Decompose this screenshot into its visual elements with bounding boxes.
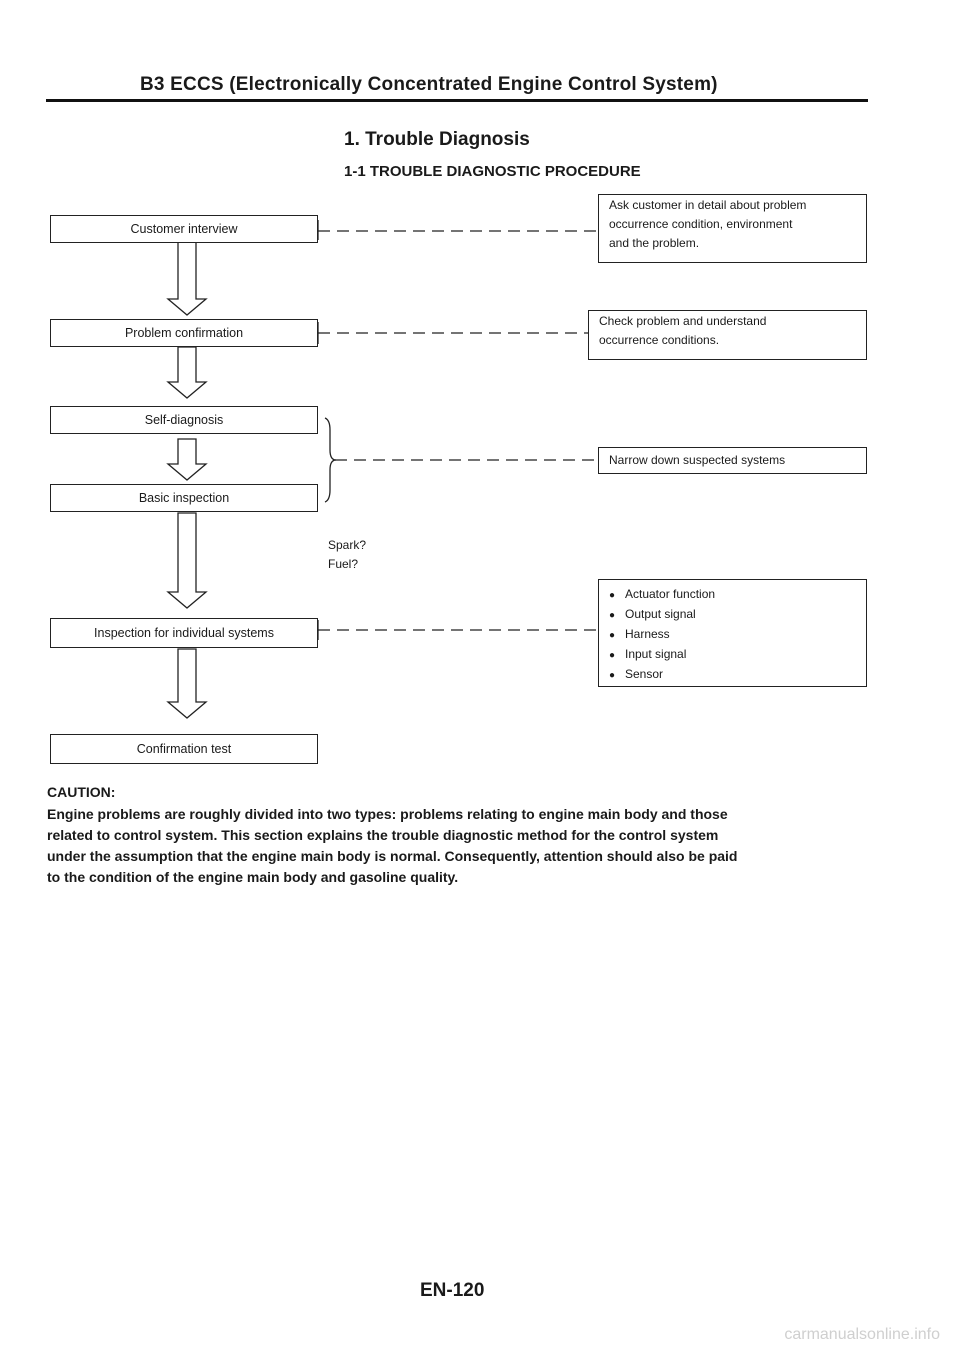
list-item xyxy=(609,665,866,685)
list-item-label: Input signal xyxy=(625,647,687,661)
note-problem-confirmation xyxy=(588,310,867,360)
flow-arrow-1 xyxy=(168,242,206,315)
flow-arrow-5 xyxy=(168,649,206,718)
step-confirmation-test xyxy=(50,734,318,764)
side-label-spark: Spark? xyxy=(328,538,367,552)
step-label: Self-diagnosis xyxy=(144,413,224,427)
step-basic-inspection xyxy=(50,484,318,512)
step-customer-interview xyxy=(50,215,318,243)
list-item xyxy=(609,625,866,645)
page-title: 1. Trouble Diagnosis xyxy=(344,129,530,150)
step-problem-confirmation xyxy=(50,319,318,347)
bullet-icon: ● xyxy=(609,670,616,681)
caution-body xyxy=(47,804,877,888)
step-inspection-individual xyxy=(50,618,318,648)
note-line: Narrow down suspected systems xyxy=(609,453,786,467)
bullet-icon: ● xyxy=(609,650,616,661)
section-header: B3 ECCS (Electronically Concentrated Engine Control System) xyxy=(140,74,718,95)
list-item-label: Actuator function xyxy=(625,587,716,601)
caution-line: to the condition of the engine main body and gasoline quality. xyxy=(47,869,459,885)
note-customer-interview xyxy=(598,194,867,263)
caution-line: related to control system. This section explains the trouble diagnostic method for the control system xyxy=(47,827,719,843)
side-label-fuel: Fuel? xyxy=(328,557,359,571)
list-item xyxy=(609,585,866,605)
bullet-icon: ● xyxy=(609,590,616,601)
note-line: occurrence conditions. xyxy=(599,333,720,347)
note-line: Ask customer in detail about problem xyxy=(609,198,807,212)
list-item-label: Harness xyxy=(625,627,670,641)
step-self-diagnosis xyxy=(50,406,318,434)
list-item xyxy=(609,645,866,665)
step-label: Basic inspection xyxy=(138,491,230,505)
flow-arrow-2 xyxy=(168,347,206,398)
caution-heading: CAUTION: xyxy=(47,784,116,800)
flow-arrow-4 xyxy=(168,513,206,608)
watermark: carmanualsonline.info xyxy=(784,1326,940,1343)
note-line: and the problem. xyxy=(609,236,700,250)
bullet-icon: ● xyxy=(609,610,616,621)
step-label: Inspection for individual systems xyxy=(94,626,274,640)
bullet-icon: ● xyxy=(609,630,616,641)
note-line: Check problem and understand xyxy=(599,314,767,328)
list-item-label: Output signal xyxy=(625,607,696,621)
note-narrow-down xyxy=(598,447,867,474)
note-line: occurrence condition, environment xyxy=(609,217,793,231)
page-number: EN-120 xyxy=(420,1280,485,1301)
step-label: Customer interview xyxy=(130,222,238,236)
flow-arrow-3 xyxy=(168,439,206,480)
caution-line: Engine problems are roughly divided into two types: problems relating to engine main body and those xyxy=(47,806,728,822)
caution-line: under the assumption that the engine main body is normal. Consequently, attention should also be paid xyxy=(47,848,738,864)
group-brace xyxy=(325,418,336,502)
list-item xyxy=(609,605,866,625)
step-label: Problem confirmation xyxy=(124,326,244,340)
step-label: Confirmation test xyxy=(136,742,232,756)
procedure-title: 1-1 TROUBLE DIAGNOSTIC PROCEDURE xyxy=(344,163,641,180)
note-individual-checklist xyxy=(598,579,867,687)
list-item-label: Sensor xyxy=(625,667,664,681)
